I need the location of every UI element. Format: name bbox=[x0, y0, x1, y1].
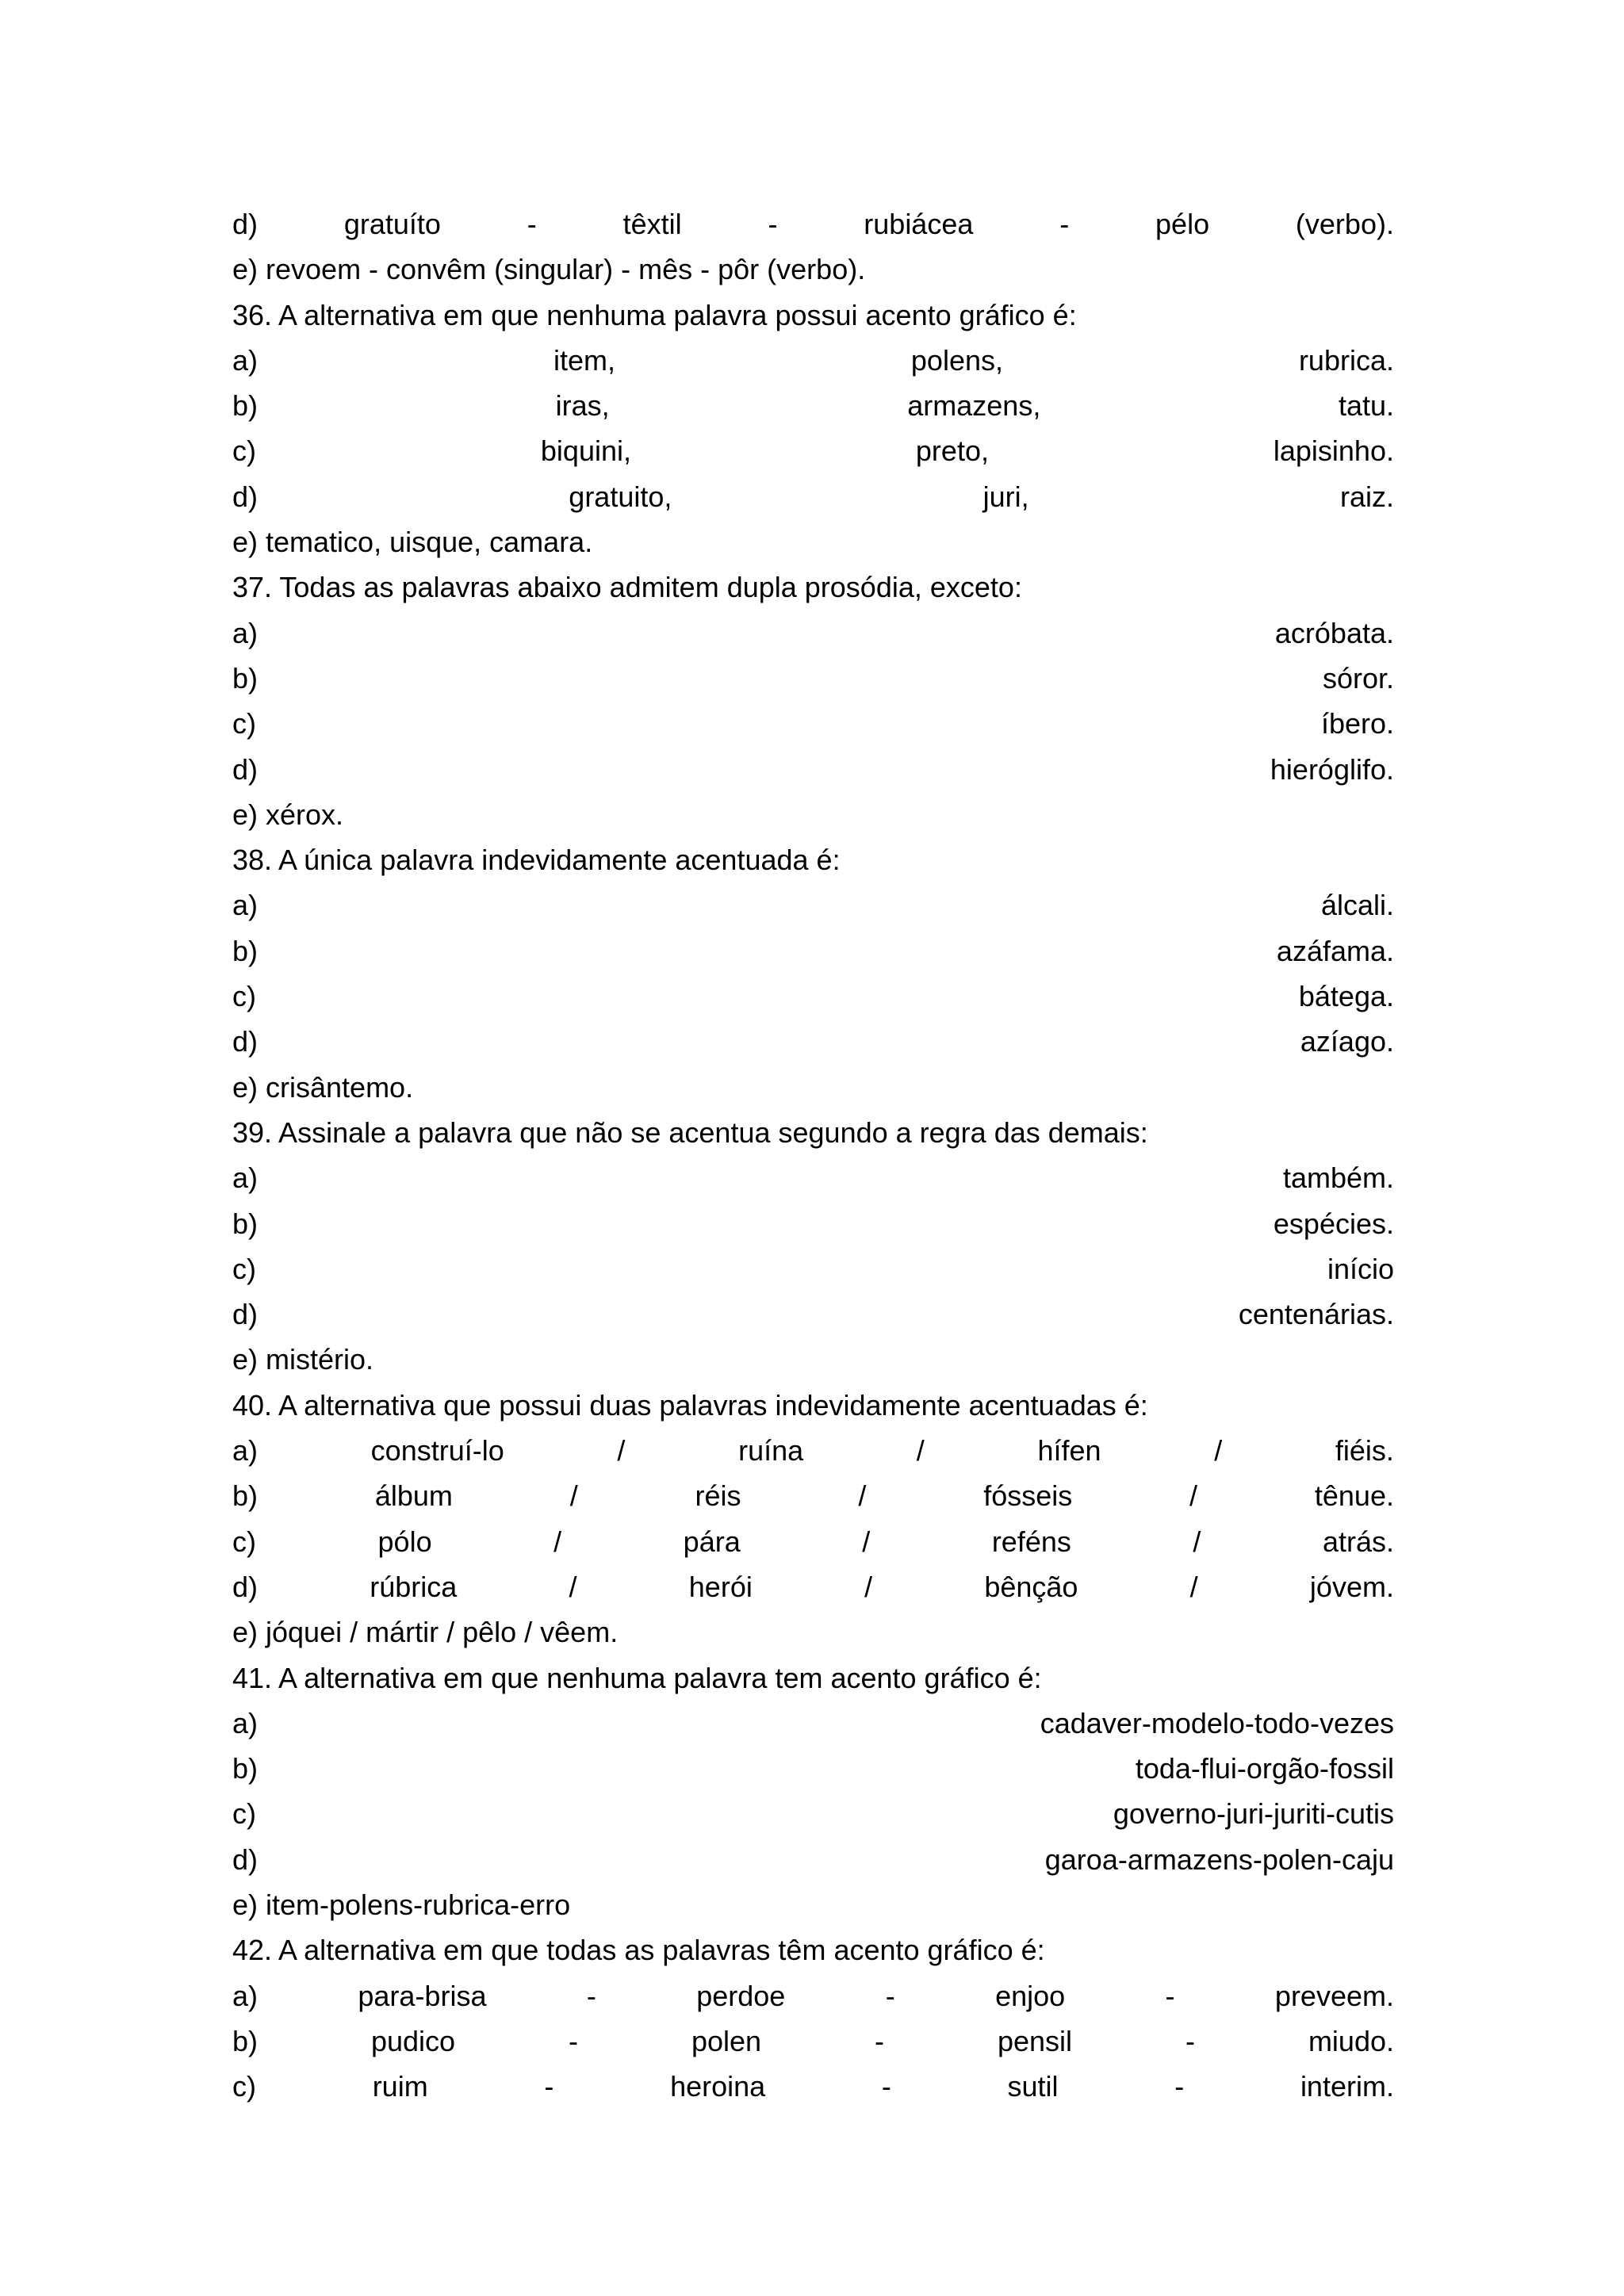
option-letter: a) bbox=[232, 1979, 259, 2012]
option-word: para-brisa bbox=[358, 1979, 487, 2012]
option-word: azíago. bbox=[1300, 1025, 1394, 1058]
text-line: 41. A alternativa em que nenhuma palavra tem acento gráfico é: bbox=[232, 1661, 1042, 1694]
option-word: garoa-armazens-polen-caju bbox=[1044, 1843, 1394, 1876]
separator: / bbox=[1214, 1434, 1223, 1468]
option-letter: c) bbox=[232, 707, 256, 740]
option-word: álcali. bbox=[1320, 889, 1394, 922]
option-line bbox=[232, 338, 1394, 383]
option-letter: a) bbox=[232, 616, 259, 649]
separator: - bbox=[1185, 2024, 1195, 2057]
separator: / bbox=[553, 1525, 562, 1558]
text-line: e) crisântemo. bbox=[232, 1070, 414, 1104]
separator: / bbox=[858, 1479, 867, 1513]
option-word: raiz. bbox=[1339, 480, 1394, 513]
option-line bbox=[232, 1246, 1394, 1292]
option-letter: a) bbox=[232, 1706, 259, 1739]
option-word: pudico bbox=[370, 2024, 456, 2057]
option-word: toda-flui-orgão-fossil bbox=[1135, 1752, 1394, 1785]
separator: - bbox=[768, 208, 778, 240]
option-line bbox=[232, 882, 1394, 928]
text-line: e) revoem - convêm (singular) - mês - pôr (verbo). bbox=[232, 253, 866, 286]
option-word: início bbox=[1327, 1252, 1394, 1285]
option-word: polens, bbox=[910, 343, 1003, 377]
option-word: fiéis. bbox=[1335, 1434, 1394, 1468]
separator: - bbox=[875, 2024, 885, 2057]
separator: - bbox=[881, 2070, 891, 2103]
option-line bbox=[232, 1973, 1394, 2019]
option-word: reféns bbox=[991, 1525, 1071, 1558]
option-letter: a) bbox=[232, 889, 259, 922]
option-line bbox=[232, 1019, 1394, 1064]
separator: / bbox=[617, 1434, 626, 1468]
option-line bbox=[232, 1791, 1394, 1836]
option-letter: b) bbox=[232, 2024, 259, 2057]
option-word: biquini, bbox=[540, 434, 631, 468]
separator: / bbox=[864, 1570, 873, 1603]
separator: / bbox=[862, 1525, 871, 1558]
option-line bbox=[232, 656, 1394, 701]
option-word: miudo. bbox=[1308, 2024, 1394, 2057]
option-word: (verbo). bbox=[1295, 208, 1394, 240]
option-word: pólo bbox=[377, 1525, 432, 1558]
option-line bbox=[232, 1201, 1394, 1246]
text-line: e) item-polens-rubrica-erro bbox=[232, 1888, 571, 1921]
option-word: sóror. bbox=[1322, 661, 1394, 695]
option-word: construí-lo bbox=[370, 1434, 504, 1468]
text-line: e) xérox. bbox=[232, 798, 344, 831]
separator: / bbox=[569, 1570, 577, 1603]
option-word: hieróglifo. bbox=[1270, 752, 1394, 786]
option-letter: d) bbox=[232, 1570, 259, 1603]
option-word: item, bbox=[553, 343, 615, 377]
option-letter: d) bbox=[232, 1298, 259, 1331]
option-line bbox=[232, 1473, 1394, 1518]
option-word: atrás. bbox=[1322, 1525, 1394, 1558]
option-letter: a) bbox=[232, 343, 259, 377]
option-letter: c) bbox=[232, 2070, 256, 2103]
option-word: governo-juri-juriti-cutis bbox=[1113, 1797, 1394, 1831]
option-word: fósseis bbox=[983, 1479, 1073, 1513]
text-line: 42. A alternativa em que todas as palavras têm acento gráfico é: bbox=[232, 1934, 1045, 1967]
separator: / bbox=[916, 1434, 925, 1468]
option-line bbox=[232, 474, 1394, 519]
option-letter: d) bbox=[232, 752, 259, 786]
option-word: enjoo bbox=[995, 1979, 1066, 2012]
option-word: ruim bbox=[372, 2070, 428, 2103]
option-letter: a) bbox=[232, 1434, 259, 1468]
separator: - bbox=[1174, 2070, 1185, 2103]
option-line bbox=[232, 201, 1394, 247]
option-line bbox=[232, 1701, 1394, 1746]
option-word: rúbrica bbox=[370, 1570, 458, 1603]
option-word: iras, bbox=[555, 389, 610, 423]
option-word: álbum bbox=[374, 1479, 453, 1513]
option-word: espécies. bbox=[1273, 1207, 1394, 1240]
option-word: lapisinho. bbox=[1273, 434, 1394, 468]
option-line bbox=[232, 747, 1394, 792]
option-line bbox=[232, 610, 1394, 656]
option-line bbox=[232, 1155, 1394, 1200]
separator: - bbox=[885, 1979, 895, 2012]
option-word: preto, bbox=[915, 434, 989, 468]
option-word: perdoe bbox=[696, 1979, 786, 2012]
option-letter: d) bbox=[232, 1843, 259, 1876]
separator: - bbox=[586, 1979, 596, 2012]
option-letter: a) bbox=[232, 1161, 259, 1195]
option-line bbox=[232, 1746, 1394, 1791]
option-letter: b) bbox=[232, 661, 259, 695]
text-line: 40. A alternativa que possui duas palavras indevidamente acentuadas é: bbox=[232, 1388, 1148, 1422]
option-word: cadaver-modelo-todo-vezes bbox=[1040, 1706, 1394, 1739]
separator: / bbox=[1189, 1479, 1198, 1513]
option-line bbox=[232, 1837, 1394, 1882]
option-word: jóvem. bbox=[1309, 1570, 1394, 1603]
option-line bbox=[232, 1564, 1394, 1609]
text-line: 39. Assinale a palavra que não se acentua segundo a regra das demais: bbox=[232, 1115, 1148, 1149]
option-word: tênue. bbox=[1314, 1479, 1394, 1513]
option-letter: c) bbox=[232, 1525, 256, 1558]
separator: - bbox=[1059, 208, 1070, 240]
text-line: 36. A alternativa em que nenhuma palavra possui acento gráfico é: bbox=[232, 298, 1077, 331]
option-word: pensil bbox=[997, 2024, 1073, 2057]
separator: / bbox=[569, 1479, 578, 1513]
separator: - bbox=[544, 2070, 554, 2103]
option-line bbox=[232, 701, 1394, 746]
option-word: bátega. bbox=[1298, 980, 1394, 1013]
text-line: 37. Todas as palavras abaixo admitem dupla prosódia, exceto: bbox=[232, 571, 1022, 604]
option-word: herói bbox=[688, 1570, 753, 1603]
option-letter: b) bbox=[232, 934, 259, 967]
document-body bbox=[232, 201, 1394, 2109]
option-letter: b) bbox=[232, 1479, 259, 1513]
option-line bbox=[232, 1292, 1394, 1337]
option-letter: c) bbox=[232, 1252, 256, 1285]
separator: / bbox=[1189, 1570, 1198, 1603]
option-word: interim. bbox=[1300, 2070, 1394, 2103]
option-word: heroina bbox=[670, 2070, 766, 2103]
option-word: pélo bbox=[1155, 208, 1210, 240]
option-word: sutil bbox=[1007, 2070, 1059, 2103]
option-letter: b) bbox=[232, 389, 259, 423]
option-line bbox=[232, 1428, 1394, 1473]
option-word: rubiácea bbox=[864, 208, 974, 240]
option-word: pára bbox=[683, 1525, 741, 1558]
option-line bbox=[232, 383, 1394, 428]
option-line bbox=[232, 1519, 1394, 1564]
option-word: rubrica. bbox=[1298, 343, 1394, 377]
option-word: armazens, bbox=[907, 389, 1041, 423]
text-line: e) tematico, uisque, camara. bbox=[232, 526, 593, 559]
option-word: azáfama. bbox=[1276, 934, 1394, 967]
option-line bbox=[232, 2019, 1394, 2064]
option-line bbox=[232, 928, 1394, 974]
option-word: tatu. bbox=[1338, 389, 1394, 423]
option-word: gratuíto bbox=[343, 208, 441, 240]
option-letter: b) bbox=[232, 1207, 259, 1240]
option-letter: d) bbox=[232, 1025, 259, 1058]
option-word: polen bbox=[691, 2024, 762, 2057]
option-word: ruína bbox=[738, 1434, 804, 1468]
option-line bbox=[232, 2064, 1394, 2109]
option-word: hífen bbox=[1037, 1434, 1101, 1468]
option-line bbox=[232, 974, 1394, 1019]
text-line: e) jóquei / mártir / pêlo / vêem. bbox=[232, 1616, 619, 1649]
option-word: preveem. bbox=[1274, 1979, 1394, 2012]
option-word: juri, bbox=[982, 480, 1029, 513]
option-word: íbero. bbox=[1320, 707, 1394, 740]
option-word: réis bbox=[695, 1479, 741, 1513]
option-word: centenárias. bbox=[1238, 1298, 1394, 1331]
separator: - bbox=[527, 208, 537, 240]
option-line bbox=[232, 428, 1394, 473]
option-letter: c) bbox=[232, 434, 256, 468]
text-line: 38. A única palavra indevidamente acentuada é: bbox=[232, 844, 841, 877]
option-word: têxtil bbox=[622, 208, 682, 240]
option-letter: d) bbox=[232, 480, 259, 513]
option-letter: c) bbox=[232, 1797, 256, 1831]
separator: / bbox=[1193, 1525, 1201, 1558]
option-letter: d) bbox=[232, 208, 259, 240]
option-word: gratuito, bbox=[569, 480, 672, 513]
option-letter: b) bbox=[232, 1752, 259, 1785]
separator: - bbox=[1165, 1979, 1175, 2012]
option-word: acróbata. bbox=[1274, 616, 1394, 649]
text-line: e) mistério. bbox=[232, 1343, 374, 1376]
option-word: também. bbox=[1282, 1161, 1394, 1195]
option-word: bênção bbox=[984, 1570, 1078, 1603]
option-letter: c) bbox=[232, 980, 256, 1013]
separator: - bbox=[569, 2024, 579, 2057]
